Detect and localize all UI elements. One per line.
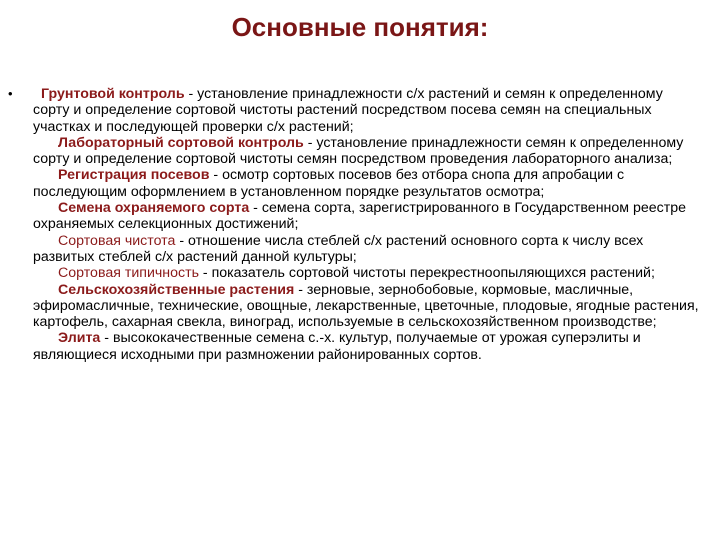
definition-term: Регистрация посевов	[58, 167, 210, 184]
page-title: Основные понятия:	[231, 12, 489, 42]
definition-text: установление принадлежности с/х растений и семян к определенному сорту и определение сортовой чистоты растений посредством посева семян на специальных участках и последующей проверки с/х растений;	[33, 86, 663, 135]
definition-text: установление принадлежности семян к определенному сорту и определение сортовой чистоты семян посредством проведения лабораторного анализа;	[33, 134, 684, 168]
definition-item	[33, 233, 703, 266]
definition-term: Сортовая чистота	[58, 232, 176, 249]
bullet-marker: •	[8, 86, 13, 101]
definition-item	[33, 265, 703, 281]
definition-item	[33, 200, 703, 233]
definition-term: Сельскохозяйственные растения	[58, 281, 295, 298]
separator: -	[100, 330, 113, 347]
definition-text: осмотр сортовых посевов без отбора снопа для апробации с последующим оформлением в установленном порядке результатов осмотра;	[33, 167, 625, 200]
separator: -	[175, 232, 189, 249]
definition-term: Грунтовой контроль	[41, 86, 185, 102]
definition-text: зерновые, зернобобовые, кормовые, масличные, эфиромасличные, технические, овощные, лекарственные, цветочные, плодовые, ягодные растения, картофель, сахарная свекла, виноград, используемые в сельскохозяйственном производстве;	[33, 281, 699, 331]
definition-term: Сортовая типичность	[58, 265, 199, 282]
definition-term: Лабораторный сортовой контроль	[58, 134, 304, 151]
definition-item	[33, 282, 703, 331]
definition-item	[33, 330, 703, 363]
definition-item	[33, 167, 703, 200]
separator: -	[294, 281, 307, 298]
separator: -	[209, 167, 223, 184]
definition-term: Семена охраняемого сорта	[58, 200, 250, 217]
definition-text: семена сорта, зарегистрированного в Государственном реестре охраняемых селекционных достижений;	[33, 200, 686, 233]
definition-term: Элита	[58, 330, 101, 347]
definition-item	[33, 86, 703, 135]
separator: -	[184, 86, 198, 102]
definition-text: высококачественные семена с.-х. культур, получаемые от урожая суперэлиты и являющиеся исходными при размножении районированных сортов.	[33, 330, 641, 363]
definition-text: показатель сортовой чистоты перекрестноопыляющихся растений;	[211, 265, 655, 282]
definition-item	[33, 135, 703, 168]
separator: -	[249, 200, 262, 217]
separator: -	[303, 134, 317, 151]
separator: -	[198, 265, 212, 282]
definition-text: отношение числа стеблей с/х растений основного сорта к числу всех развитых стеблей с/х растений данной культуры;	[33, 232, 644, 265]
definitions-list	[33, 86, 703, 363]
